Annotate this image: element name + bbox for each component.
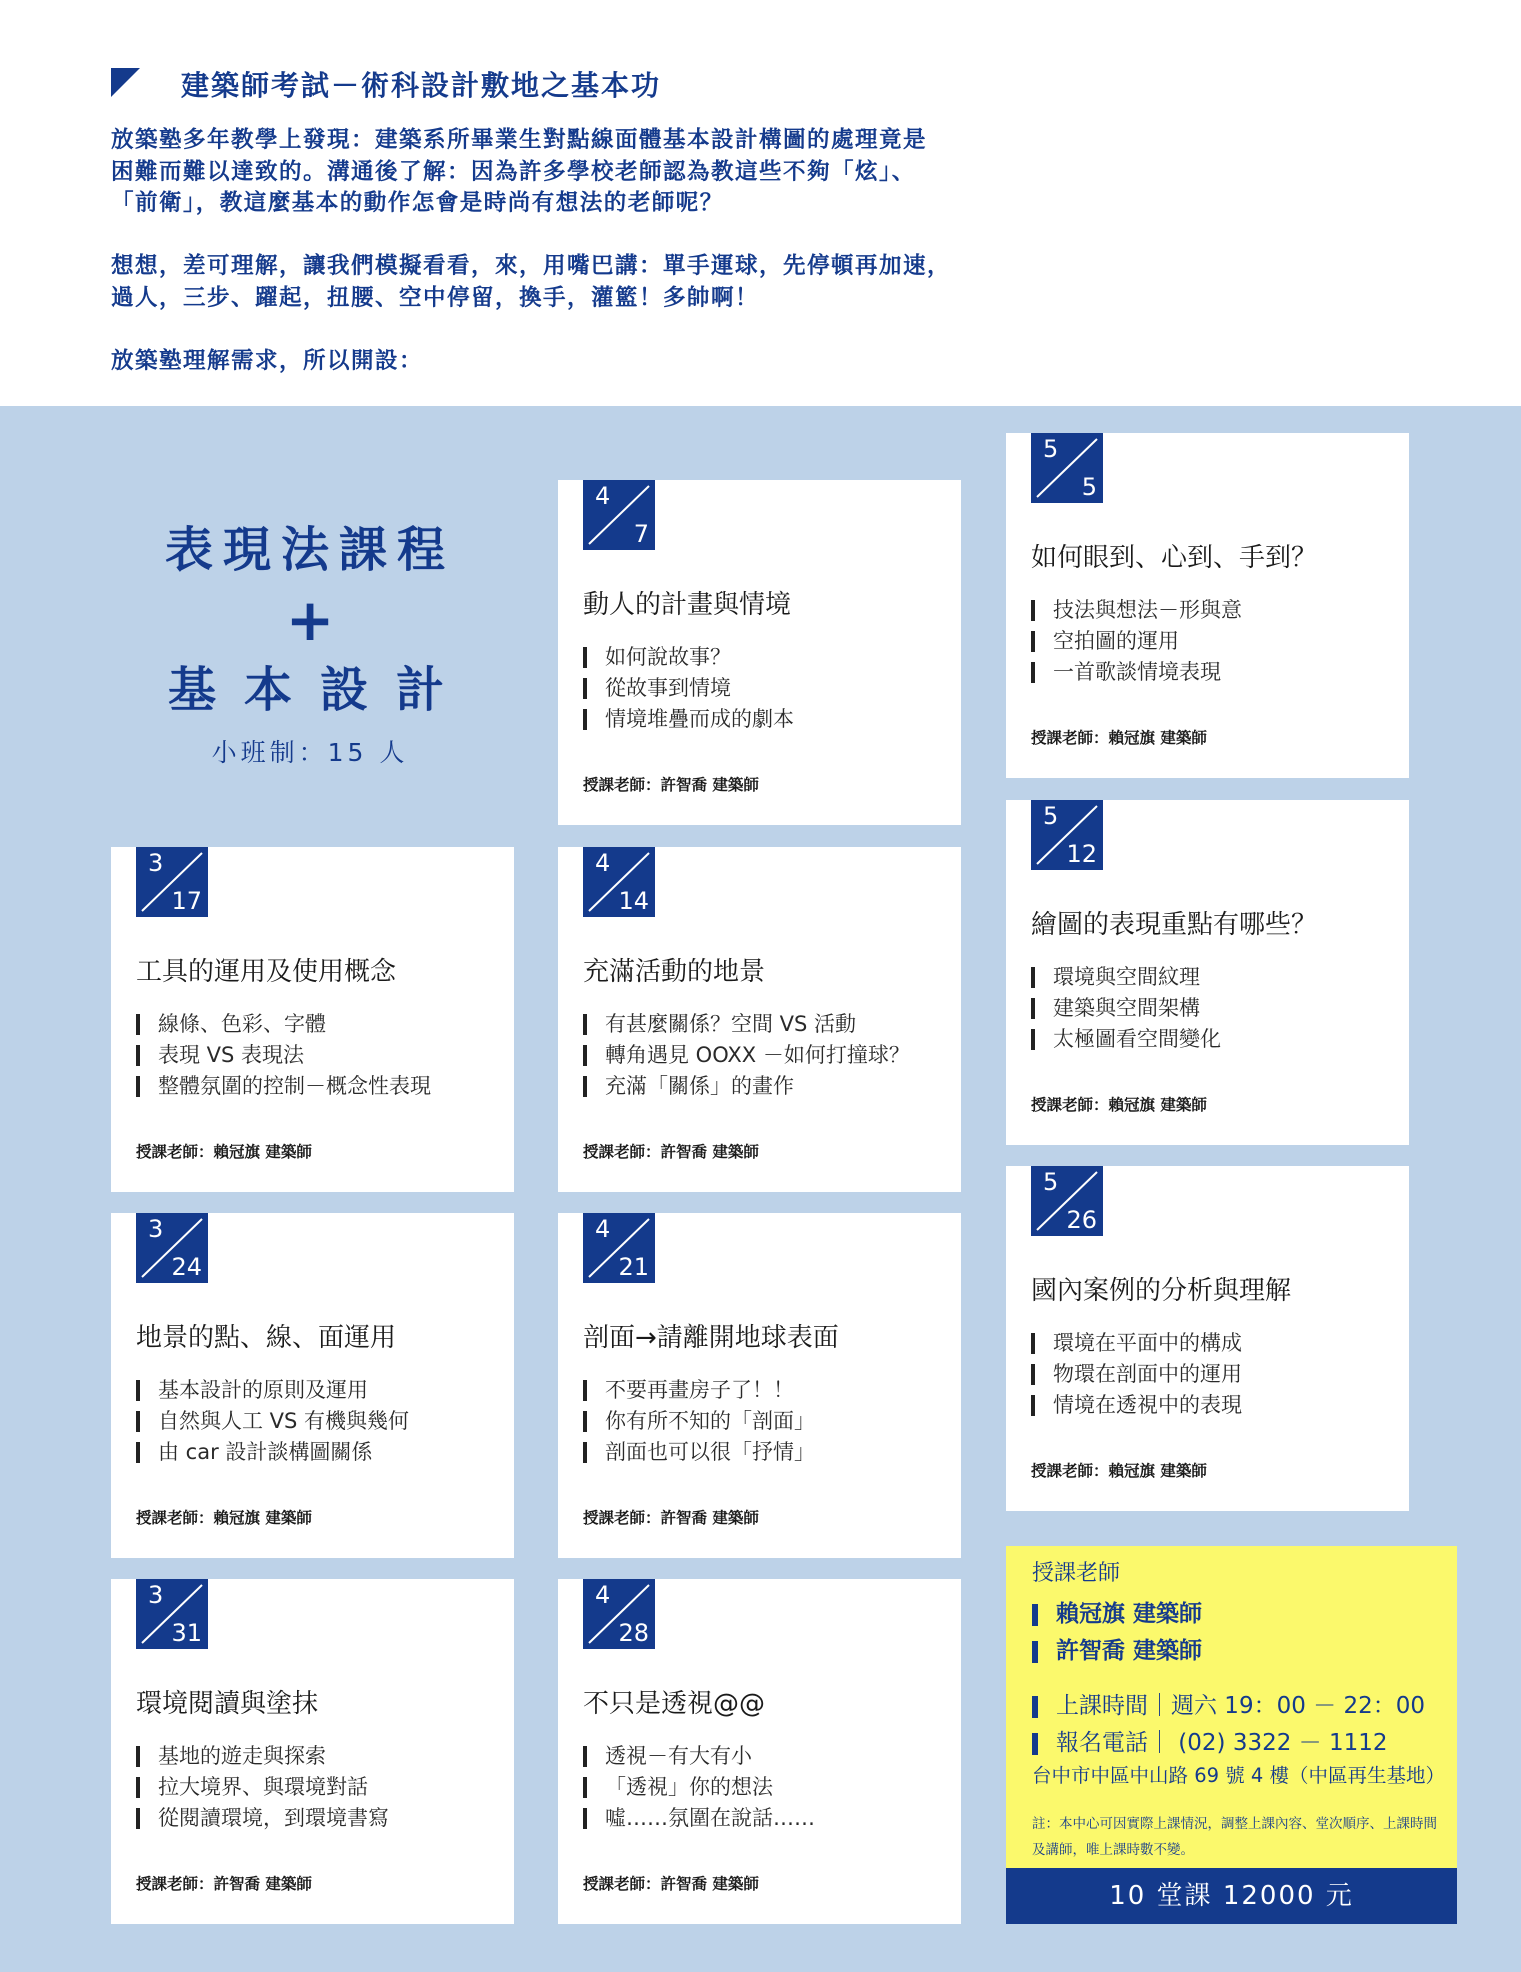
bar-icon [1031,967,1035,988]
course-topic [1031,1390,1242,1421]
course-topics [1031,962,1221,1055]
course-topic [136,1772,389,1803]
date-badge [1031,800,1103,870]
course-topics [136,1009,431,1102]
course-topic-text: 由 car 設計談構圖關係 [158,1440,373,1464]
bar-icon [583,1808,587,1829]
bar-icon [583,1014,587,1035]
course-topic-text: 表現 VS 表現法 [158,1043,305,1067]
course-topic [583,1406,815,1437]
course-teacher: 授課老師：賴冠旗 建築師 [1031,1096,1207,1114]
course-topic [583,1071,910,1102]
course-topic-text: 剖面也可以很「抒情」 [605,1440,815,1464]
heading-plus: + [285,586,335,654]
course-title: 地景的點、線、面運用 [136,1323,397,1353]
course-topic [136,1071,431,1102]
date-badge [136,847,208,917]
course-topics [583,1375,815,1468]
course-topic-text: 物環在剖面中的運用 [1053,1362,1242,1386]
info-schedule [1032,1688,1425,1725]
date-badge [1031,433,1103,503]
course-topics [583,1009,910,1102]
course-topic [583,1437,815,1468]
bar-icon [136,1411,140,1432]
course-topic [583,673,794,704]
intro-line: 過人，三步、躍起，扭腰、空中停留，換手，灌籃！多帥啊！ [111,284,760,311]
bar-icon [583,678,587,699]
course-topic [583,1040,910,1071]
course-topic [583,1803,815,1834]
date-badge [583,480,655,550]
course-title: 環境閱讀與塗抹 [136,1689,319,1719]
course-topics [583,642,794,735]
course-topic [136,1803,389,1834]
date-month: 4 [595,482,611,510]
course-topic-text: 基地的遊走與探索 [158,1744,326,1768]
course-topic-text: 情境在透視中的表現 [1053,1393,1242,1417]
course-topic [1031,1024,1221,1055]
course-title: 繪圖的表現重點有哪些？ [1031,910,1318,940]
date-day: 24 [171,1253,202,1281]
date-month: 4 [595,1581,611,1609]
course-topic [136,1009,431,1040]
course-topic-text: 環境在平面中的構成 [1053,1331,1242,1355]
course-topic-text: 拉大境界、與環境對話 [158,1775,368,1799]
course-topic-text: 基本設計的原則及運用 [158,1378,368,1402]
course-card [1006,433,1409,778]
price-banner: 10 堂課 12000 元 [1006,1868,1457,1924]
date-day: 7 [633,520,649,548]
date-badge [136,1579,208,1649]
date-badge [583,1213,655,1283]
course-title: 國內案例的分析與理解 [1031,1276,1292,1306]
date-day: 12 [1066,840,1097,868]
bar-icon [136,1746,140,1767]
bar-icon [583,1380,587,1401]
course-topics [1031,1328,1242,1421]
course-teacher: 授課老師：許智喬 建築師 [136,1875,312,1893]
date-day: 5 [1081,473,1097,501]
intro-paragraph [111,125,1041,220]
course-topic-text: 從閱讀環境，到環境書寫 [158,1806,389,1830]
flag-icon [111,68,140,97]
info-address: 台中市中區中山路 69 號 4 樓（中區再生基地） [1032,1764,1446,1787]
course-topic-text: 線條、色彩、字體 [158,1012,326,1036]
intro-body [111,125,1041,409]
date-day: 31 [171,1619,202,1647]
heading-line2: 基本設計 [167,662,472,718]
course-topic-text: 你有所不知的「剖面」 [605,1409,815,1433]
date-badge [1031,1166,1103,1236]
info-teacher-name: 許智喬 建築師 [1056,1638,1203,1664]
course-card [111,847,514,1192]
course-topics [136,1741,389,1834]
date-day: 17 [171,887,202,915]
course-topic [1031,1328,1242,1359]
info-label: 授課老師 [1032,1561,1121,1586]
info-schedule-text: 上課時間｜週六 19：00 － 22：00 [1056,1693,1425,1719]
date-month: 5 [1043,435,1059,463]
course-topic [136,1437,409,1468]
bar-icon [1031,998,1035,1019]
course-topic [1031,657,1242,688]
course-topics [583,1741,815,1834]
course-card [1006,800,1409,1145]
bar-icon [1032,1604,1038,1626]
intro-title: 建築師考試－術科設計敷地之基本功 [181,69,662,102]
bar-icon [583,1411,587,1432]
bar-icon [1032,1696,1038,1718]
info-phone [1032,1725,1425,1762]
course-topic-text: 情境堆疊而成的劇本 [605,707,794,731]
course-topic [1031,962,1221,993]
intro-section [0,0,1521,406]
date-day: 21 [618,1253,649,1281]
date-day: 28 [618,1619,649,1647]
course-topic-text: 「透視」你的想法 [605,1775,773,1799]
course-teacher: 授課老師：賴冠旗 建築師 [136,1509,312,1527]
course-card [558,1579,961,1924]
course-topic-text: 噓……氛圍在說話…… [605,1806,815,1830]
date-badge [136,1213,208,1283]
course-topic-text: 自然與人工 VS 有機與幾何 [158,1409,410,1433]
course-card [558,847,961,1192]
course-card [558,480,961,825]
date-month: 5 [1043,1168,1059,1196]
info-teacher [1032,1633,1202,1670]
bar-icon [583,1746,587,1767]
course-topic-text: 充滿「關係」的畫作 [605,1074,794,1098]
intro-line: 「前衛」，教這麼基本的動作怎會是時尚有想法的老師呢？ [111,190,724,216]
bar-icon [1031,1333,1035,1354]
course-topic-text: 環境與空間紋理 [1053,965,1200,989]
intro-line: 放築塾多年教學上發現：建築系所畢業生對點線面體基本設計構圖的處理竟是 [111,127,928,153]
info-teachers [1032,1596,1202,1670]
course-title: 不只是透視@@ [583,1689,766,1719]
date-day: 26 [1066,1206,1097,1234]
date-day: 14 [618,887,649,915]
bar-icon [583,709,587,730]
course-topic [1031,993,1221,1024]
course-card [1006,1166,1409,1511]
course-topic [1031,626,1242,657]
course-topic-text: 建築與空間架構 [1053,996,1200,1020]
course-topic-text: 空拍圖的運用 [1053,629,1179,653]
bar-icon [583,1076,587,1097]
date-badge [583,847,655,917]
course-heading [110,515,510,769]
bar-icon [1031,1364,1035,1385]
bar-icon [583,1045,587,1066]
course-topic [583,1009,910,1040]
course-topic-text: 如何說故事？ [605,645,731,669]
course-teacher: 授課老師：賴冠旗 建築師 [136,1143,312,1161]
info-rows [1032,1688,1425,1762]
intro-line: 困難而難以達致的。溝通後了解：因為許多學校老師認為教這些不夠「炫」、 [111,158,916,185]
course-topic-text: 技法與想法－形與意 [1053,598,1242,622]
info-teacher-name: 賴冠旗 建築師 [1056,1601,1203,1627]
course-topic-text: 有甚麼關係？空間 VS 活動 [605,1012,857,1036]
course-topic-text: 透視－有大有小 [605,1744,752,1768]
course-topic [1031,595,1242,626]
course-teacher: 授課老師：賴冠旗 建築師 [1031,1462,1207,1480]
course-title: 動人的計畫與情境 [583,590,792,620]
date-badge [583,1579,655,1649]
course-topic [136,1375,409,1406]
course-topics [1031,595,1242,688]
bar-icon [136,1076,140,1097]
info-teacher [1032,1596,1202,1633]
course-topic-text: 整體氛圍的控制－概念性表現 [158,1074,431,1098]
info-note: 註：本中心可因實際上課情況，調整上課內容、堂次順序、上課時間及講師，唯上課時數不變。 [1032,1816,1437,1858]
date-month: 3 [148,849,164,877]
bar-icon [1031,600,1035,621]
bar-icon [583,1442,587,1463]
bar-icon [583,647,587,668]
course-title: 剖面→請離開地球表面 [583,1323,839,1353]
date-month: 3 [148,1215,164,1243]
bar-icon [136,1808,140,1829]
bar-icon [136,1777,140,1798]
course-topic [583,1772,815,1803]
course-topic-text: 不要再畫房子了！！ [605,1378,794,1402]
bar-icon [1032,1641,1038,1663]
course-card [558,1213,961,1558]
bar-icon [1032,1733,1038,1755]
course-topic [583,642,794,673]
course-teacher: 授課老師：許智喬 建築師 [583,1875,759,1893]
intro-line: 想想，差可理解，讓我們模擬看看，來，用嘴巴講：單手運球，先停頓再加速， [111,253,952,279]
bar-icon [1031,1395,1035,1416]
course-teacher: 授課老師：許智喬 建築師 [583,1509,759,1527]
intro-paragraph [111,346,1041,378]
course-topic-text: 一首歌談情境表現 [1053,660,1221,684]
course-title: 充滿活動的地景 [583,957,766,987]
intro-paragraph [111,251,1041,314]
bar-icon [136,1045,140,1066]
heading-line1: 表現法課程 [164,522,455,578]
bar-icon [136,1380,140,1401]
bar-icon [583,1777,587,1798]
date-month: 4 [595,1215,611,1243]
intro-line: 放築塾理解需求，所以開設： [111,347,424,374]
bar-icon [136,1442,140,1463]
course-title: 如何眼到、心到、手到？ [1031,543,1318,573]
bar-icon [1031,662,1035,683]
course-card [111,1579,514,1924]
course-topic-text: 從故事到情境 [605,676,731,700]
course-topic [136,1741,389,1772]
course-topic [583,1741,815,1772]
course-topic-text: 轉角遇見 OOXX －如何打撞球？ [605,1043,910,1067]
course-topic [136,1406,409,1437]
course-teacher: 授課老師：許智喬 建築師 [583,1143,759,1161]
course-teacher: 授課老師：賴冠旗 建築師 [1031,729,1207,747]
date-month: 5 [1043,802,1059,830]
course-topic [583,704,794,735]
course-topics [136,1375,409,1468]
course-title: 工具的運用及使用概念 [136,957,397,987]
heading-subtitle: 小班制：15 人 [211,738,409,767]
date-month: 3 [148,1581,164,1609]
course-topic [1031,1359,1242,1390]
bar-icon [1031,631,1035,652]
course-topic [583,1375,815,1406]
course-topic-text: 太極圖看空間變化 [1053,1027,1221,1051]
course-card [111,1213,514,1558]
date-month: 4 [595,849,611,877]
bar-icon [1031,1029,1035,1050]
info-phone-text: 報名電話｜ (02) 3322 － 1112 [1056,1730,1388,1756]
course-topic [136,1040,431,1071]
course-teacher: 授課老師：許智喬 建築師 [583,776,759,794]
bar-icon [136,1014,140,1035]
info-box [1006,1546,1457,1868]
